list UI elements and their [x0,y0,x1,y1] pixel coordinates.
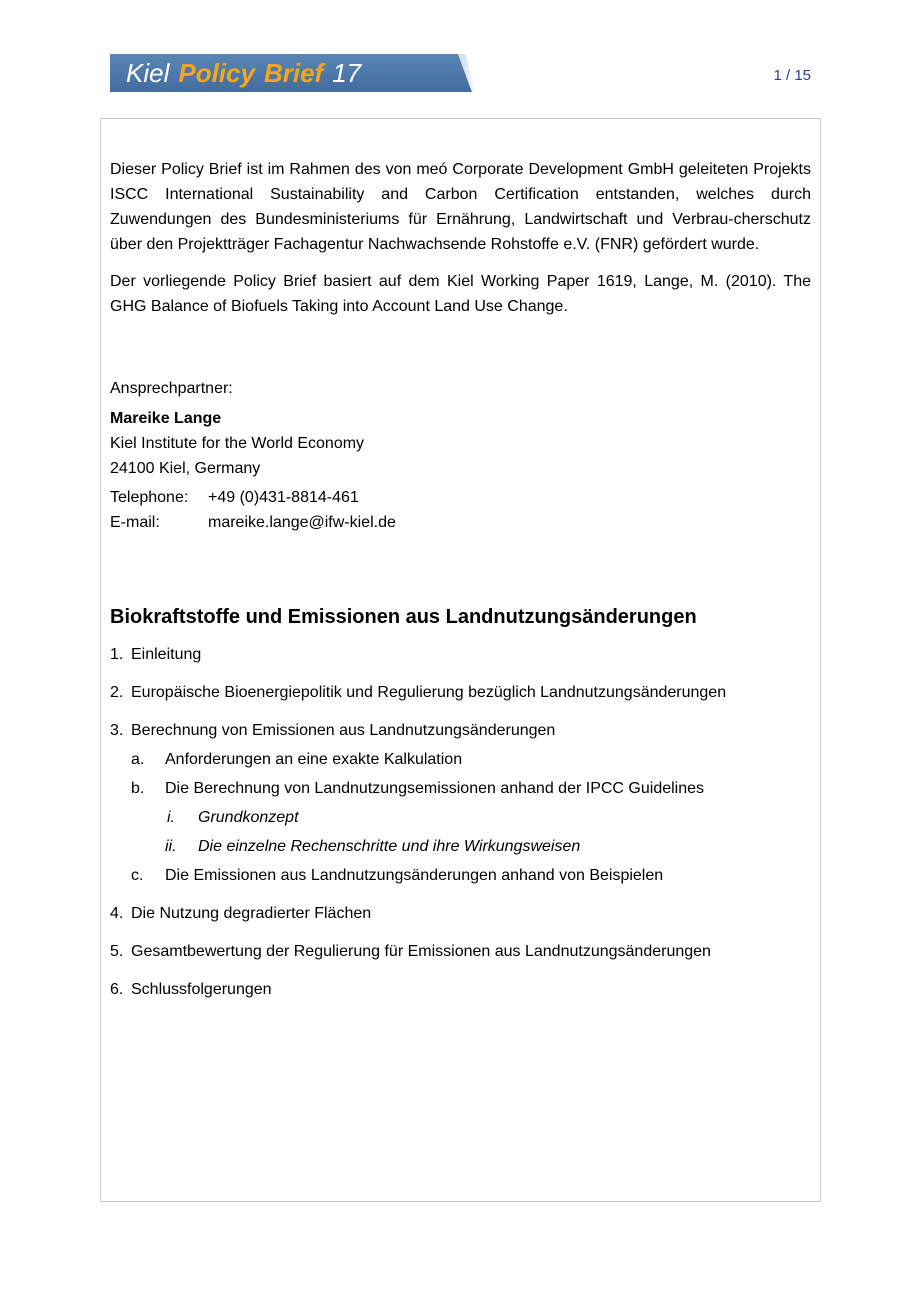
source-paragraph: Der vorliegende Policy Brief basiert auf dem Kiel Working Paper 1619, Lange, M. (2010). The GHG Balance of Biofuels Taking into Account Land Use Change. [110,273,811,315]
intro-paragraph: Dieser Policy Brief ist im Rahmen des von meó Corporate Development GmbH geleiteten Projekts ISCC International Sustainability and Carbon Certification entstanden, welches durch Zuwendungen des Bundesministeriums für Ernährung, Landwirtschaft und Verbrau-cherschutz über den Projektträger Fachagentur Nachwachsende Rohstoffe e.V. (FNR) gefördert wurde. [110,161,811,253]
toc-subsub-number: i. [167,809,175,826]
toc-item-6 [110,979,811,1001]
toc-item-1 [110,644,811,666]
toc-subitem-a [110,749,811,771]
email-row [110,510,811,535]
email-label: E-mail: [110,514,160,531]
toc-text: Europäische Bioenergiepolitik und Regulierung bezüglich Landnutzungsänderungen [131,684,727,701]
table-of-contents [110,644,811,1001]
toc-sub-number: b. [131,780,145,797]
contact-name: Mareike Lange [110,410,222,427]
telephone-value: +49 (0)431-8814-461 [208,489,359,506]
brand-policy: Policy [178,58,255,88]
contact-institution: Kiel Institute for the World Economy [110,435,365,452]
toc-subsub-text: Die einzelne Rechenschritte und ihre Wirkungsweisen [198,838,581,855]
toc-item-3 [110,720,811,887]
toc-number: 6. [110,981,124,998]
brand-brief: Brief [263,58,324,88]
contact-heading: Ansprechpartner: [110,380,233,397]
toc-sub-text: Die Berechnung von Landnutzungsemissionen anhand der IPCC Guidelines [165,780,705,797]
page-content [110,157,811,1001]
toc-subsub-text: Grundkonzept [198,809,299,826]
telephone-row [110,485,811,510]
toc-text: Einleitung [131,646,202,663]
toc-text: Die Nutzung degradierter Flächen [131,905,372,922]
telephone-label: Telephone: [110,489,189,506]
toc-subsub-number: ii. [165,838,177,855]
toc-text: Gesamtbewertung der Regulierung für Emissionen aus Landnutzungsänderungen [131,943,711,960]
toc-item-4 [110,903,811,925]
toc-subitem-b [110,778,811,800]
section-title: Biokraftstoffe und Emissionen aus Landnutzungsänderungen [110,606,697,628]
toc-number: 4. [110,905,124,922]
toc-text: Schlussfolgerungen [131,981,272,998]
toc-item-5 [110,941,811,963]
toc-sub-text: Die Emissionen aus Landnutzungsänderungen anhand von Beispielen [165,867,664,884]
brand-number: 17 [332,58,362,88]
brand-kiel: Kiel [126,58,170,88]
toc-sub-number: c. [131,867,144,884]
toc-number: 3. [110,722,124,739]
toc-subitem-b-i [110,807,811,829]
contact-city: 24100 Kiel, Germany [110,460,261,477]
toc-sub-text: Anforderungen an eine exakte Kalkulation [165,751,463,768]
toc-text: Berechnung von Emissionen aus Landnutzungsänderungen [131,722,556,739]
toc-sub-number: a. [131,751,145,768]
email-value: mareike.lange@ifw-kiel.de [208,514,396,531]
toc-subitem-b-ii [110,836,811,858]
toc-number: 1. [110,646,124,663]
toc-subitem-c [110,865,811,887]
toc-item-2 [110,682,811,704]
brand-title [126,57,361,89]
page-number: 1 / 15 [773,67,811,84]
header-banner [110,54,476,92]
toc-number: 5. [110,943,124,960]
toc-number: 2. [110,684,124,701]
